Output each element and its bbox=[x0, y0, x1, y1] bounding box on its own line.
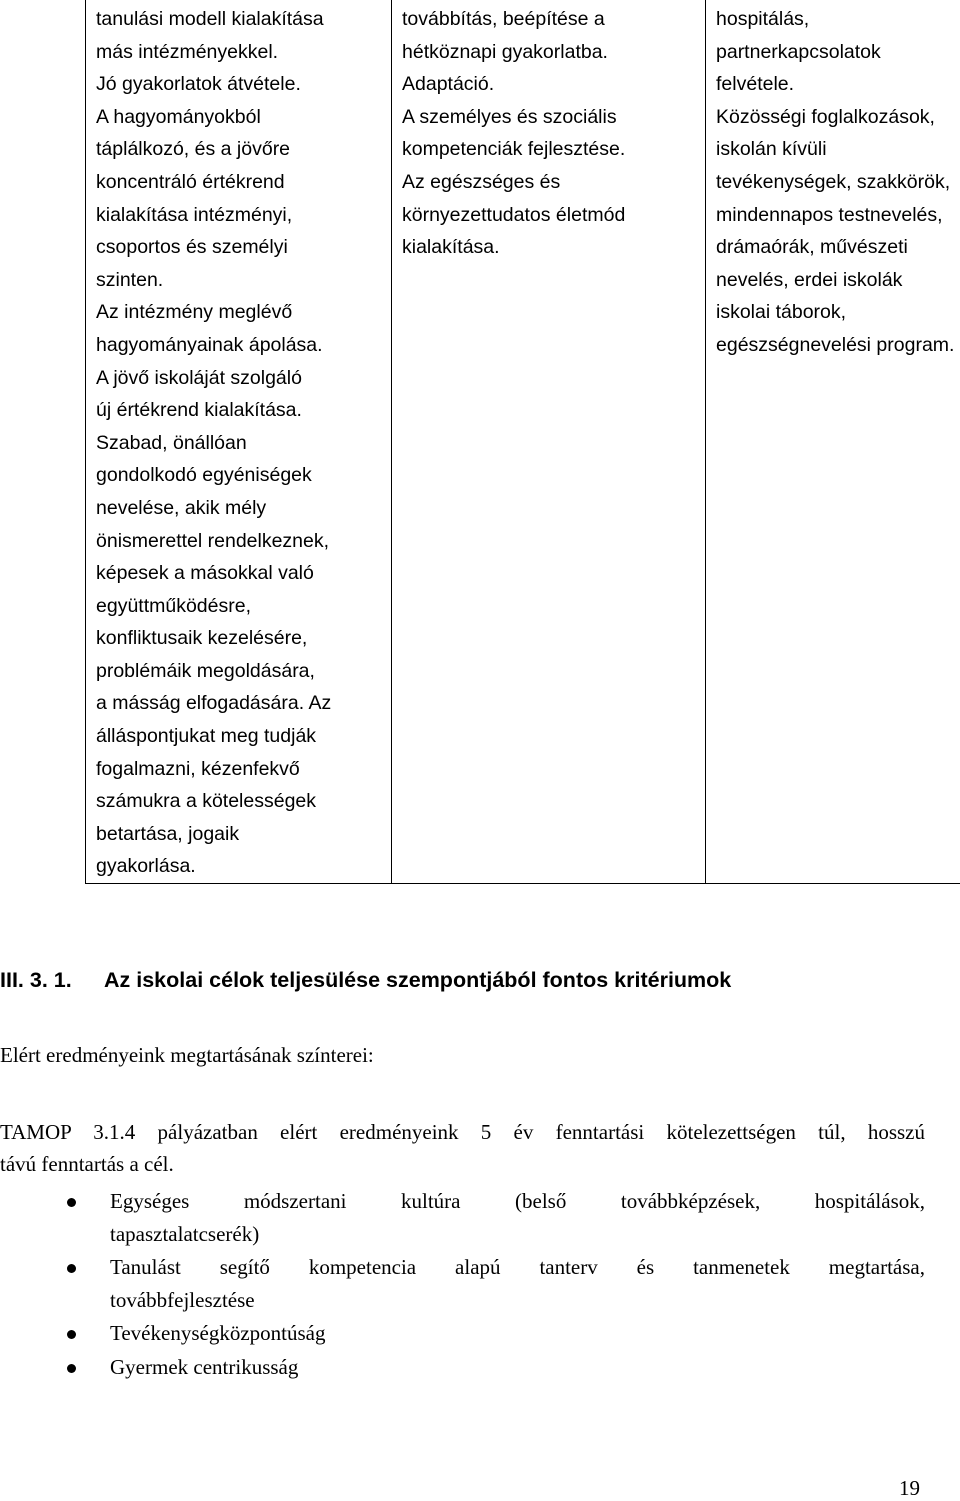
bullet-icon bbox=[67, 1264, 76, 1273]
list-item-text: Gyermek centrikusság bbox=[110, 1354, 299, 1379]
cell-text-line: új értékrend kialakítása. bbox=[96, 399, 302, 422]
section-heading bbox=[0, 968, 731, 993]
cell-text-line: önismerettel rendelkeznek, bbox=[96, 529, 330, 552]
cell-text-line: fogalmazni, kézenfekvő bbox=[96, 757, 300, 780]
section-number: III. 3. 1. bbox=[0, 968, 72, 992]
cell-text-line: felvétele. bbox=[716, 73, 795, 96]
cell-text-line: számukra a kötelességek bbox=[96, 790, 317, 813]
table-row bbox=[86, 0, 960, 884]
list-item-text: Tevékenységközpontúság bbox=[110, 1321, 326, 1345]
bullet-icon bbox=[67, 1198, 76, 1207]
cell-text-line: iskolán kívüli bbox=[716, 138, 827, 161]
cell-text-line: környezettudatos életmód bbox=[402, 203, 626, 226]
page-number: 19 bbox=[899, 1476, 920, 1500]
list-item-text: továbbfejlesztése bbox=[110, 1287, 255, 1312]
section-title: Az iskolai célok teljesülése szempontjából fontos kritériumok bbox=[104, 968, 732, 992]
cell-text-line: táplálkozó, és a jövőre bbox=[96, 138, 291, 161]
cell-text-line: álláspontjukat meg tudják bbox=[96, 725, 317, 748]
cell-text-line: hospitálás, bbox=[716, 8, 810, 30]
cell-text-line: csoportos és személyi bbox=[96, 236, 288, 259]
cell-text-line: Szabad, önállóan bbox=[96, 431, 247, 454]
cell-text-line: Közösségi foglalkozások, bbox=[716, 105, 935, 128]
cell-text-line: képesek a másokkal való bbox=[96, 562, 314, 585]
cell-text-line: Az egészséges és bbox=[402, 170, 561, 193]
cell-text-line: továbbítás, beépítése a bbox=[402, 8, 605, 30]
list-item bbox=[0, 1351, 925, 1384]
table-cell-activities bbox=[706, 0, 960, 884]
cell-text-line: nevelés, erdei iskolák bbox=[716, 268, 903, 291]
list-item-text: Egységes módszertani kultúra (belső továbbképzések, hospitálások, bbox=[110, 1189, 925, 1213]
table-cell-tasks bbox=[392, 0, 706, 884]
cell-text-line: Adaptáció. bbox=[402, 73, 495, 96]
cell-text-line: kompetenciák fejlesztése. bbox=[402, 138, 626, 161]
cell-text-line: más intézményekkel. bbox=[96, 40, 279, 63]
cell-text-line: partnerkapcsolatok bbox=[716, 40, 881, 63]
cell-text-line: A jövő iskoláját szolgáló bbox=[96, 366, 302, 389]
intro-text: Elért eredményeink megtartásának színterei: bbox=[0, 1043, 374, 1067]
cell-text-line: A hagyományokból bbox=[96, 105, 261, 128]
cell-text-line: kialakítása intézményi, bbox=[96, 203, 293, 226]
cell-text-line: hétköznapi gyakorlatba. bbox=[402, 40, 608, 63]
cell-text-line: a másság elfogadására. Az bbox=[96, 692, 332, 715]
cell-text-line: tevékenységek, szakkörök, bbox=[716, 170, 951, 193]
list-item bbox=[0, 1251, 925, 1316]
table-cell-goals bbox=[86, 0, 392, 884]
list-item bbox=[0, 1185, 925, 1250]
paragraph-line: távú fenntartás a cél. bbox=[0, 1152, 174, 1176]
cell-text-line: iskolai táborok, bbox=[716, 301, 847, 324]
cell-text-line: Jó gyakorlatok átvétele. bbox=[96, 73, 301, 96]
cell-text-line: A személyes és szociális bbox=[402, 105, 617, 128]
cell-text-line: drámaórák, művészeti bbox=[716, 236, 908, 259]
cell-text-line: gyakorlása. bbox=[96, 855, 196, 878]
cell-text-line: nevelése, akik mély bbox=[96, 496, 267, 519]
bullet-icon bbox=[67, 1330, 76, 1339]
paragraph-line: TAMOP 3.1.4 pályázatban elért eredményeink 5 év fenntartási kötelezettségen túl, hosszú bbox=[0, 1120, 925, 1144]
cell-text-line: betartása, jogaik bbox=[96, 822, 240, 845]
cell-text-line: koncentráló értékrend bbox=[96, 170, 285, 193]
cell-text-line: szinten. bbox=[96, 268, 164, 291]
cell-text-line: hagyományainak ápolása. bbox=[96, 333, 323, 356]
cell-text-line: konfliktusaik kezelésére, bbox=[96, 627, 308, 650]
list-item-text: Tanulást segítő kompetencia alapú tanterv és tanmenetek megtartása, bbox=[110, 1255, 925, 1279]
bullet-list bbox=[0, 1185, 925, 1383]
cell-text-line: problémáik megoldására, bbox=[96, 659, 315, 682]
cell-text-line: gondolkodó egyéniségek bbox=[96, 464, 312, 487]
cell-text-line: tanulási modell kialakítása bbox=[96, 8, 324, 30]
cell-text-line: együttműködésre, bbox=[96, 594, 252, 617]
list-item-text: tapasztalatcserék) bbox=[110, 1221, 260, 1246]
cell-text-line: Az intézmény meglévő bbox=[96, 301, 293, 324]
goals-table bbox=[85, 0, 960, 884]
cell-text-line: egészségnevelési program. bbox=[716, 333, 955, 356]
cell-text-line: kialakítása. bbox=[402, 236, 500, 259]
bullet-icon bbox=[67, 1364, 76, 1373]
cell-text-line: mindennapos testnevelés, bbox=[716, 203, 943, 226]
list-item bbox=[0, 1317, 925, 1350]
